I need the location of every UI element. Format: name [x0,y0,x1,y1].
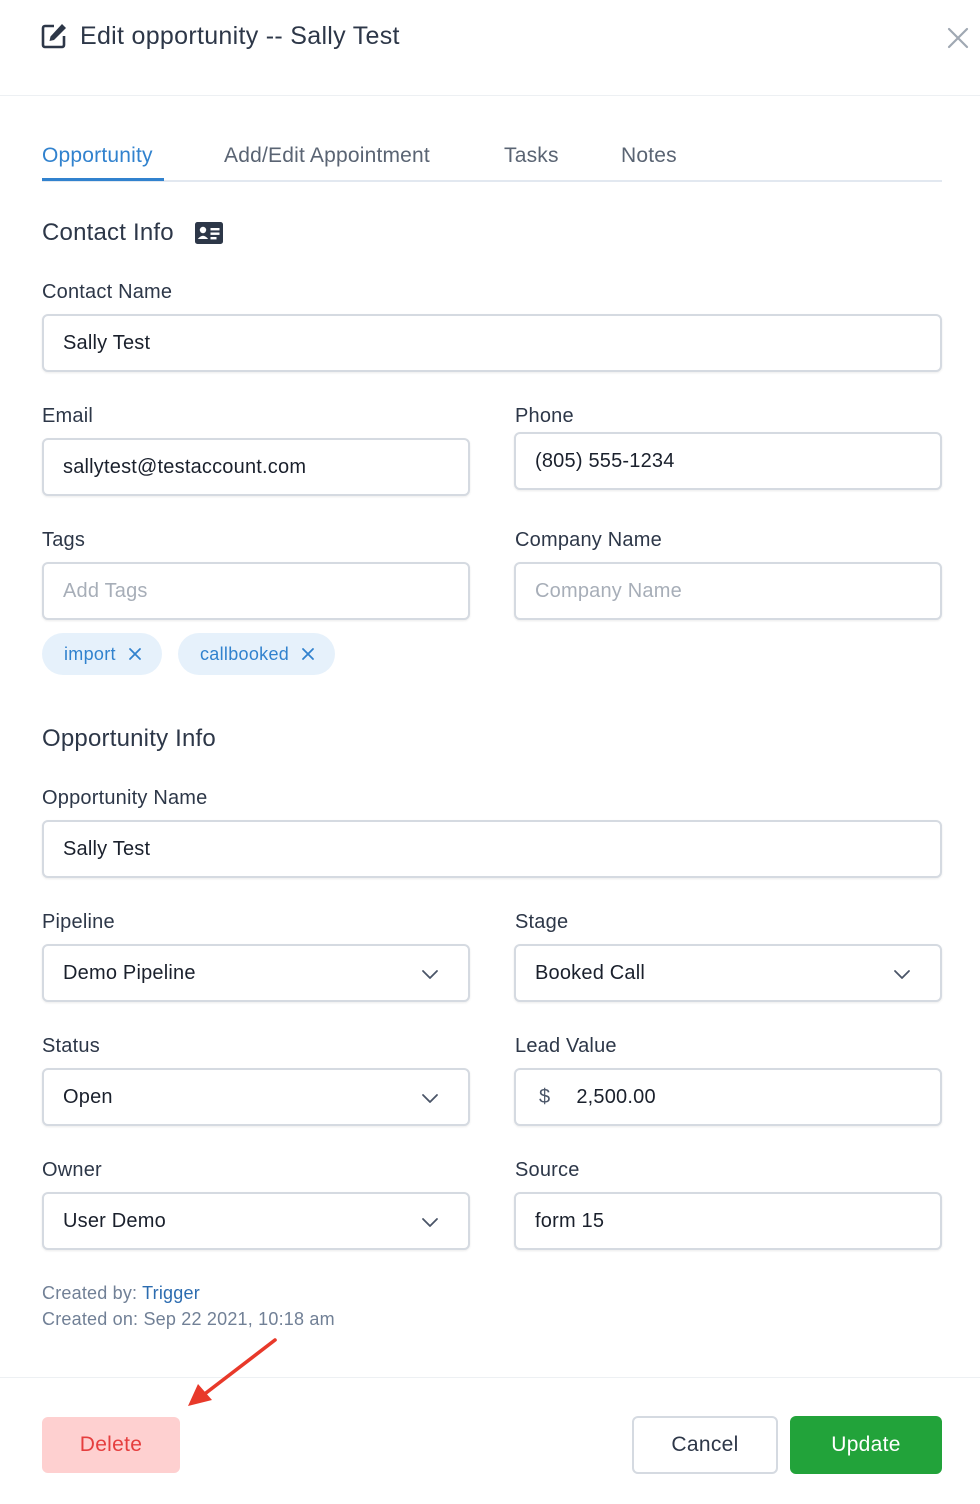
opportunity-name-label: Opportunity Name [42,787,208,809]
tab-bar [42,142,942,182]
owner-select[interactable] [42,1192,470,1250]
contact-name-label: Contact Name [42,281,173,303]
tags-input[interactable]: Add Tags [42,562,470,620]
pipeline-value: Demo Pipeline [63,961,196,984]
source-label: Source [515,1159,580,1181]
owner-value: User Demo [63,1209,166,1232]
chevron-down-icon [420,964,440,984]
stage-select[interactable] [514,944,942,1002]
tab-opportunity[interactable]: Opportunity [42,144,153,167]
phone-label: Phone [515,405,574,427]
stage-label: Stage [515,911,569,933]
tags-label: Tags [42,529,86,551]
pipeline-select[interactable] [42,944,470,1002]
status-value: Open [63,1085,113,1108]
created-on-value: Sep 22 2021, 10:18 am [143,1309,335,1329]
active-tab-indicator [42,178,164,181]
company-name-label: Company Name [515,529,662,551]
tag-label: callbooked [200,643,290,664]
tab-tasks[interactable]: Tasks [504,144,559,167]
modal-title: Edit opportunity -- Sally Test [80,22,400,50]
stage-value: Booked Call [535,961,646,984]
created-on-label: Created on: [42,1309,139,1329]
tab-notes[interactable]: Notes [621,144,677,167]
lead-value-label: Lead Value [515,1035,617,1057]
company-name-input[interactable]: Company Name [514,562,942,620]
created-by-link[interactable]: Trigger [142,1283,200,1303]
email-input[interactable]: sallytest@testaccount.com [42,438,470,496]
close-icon[interactable] [944,24,972,52]
lead-value-amount: 2,500.00 [576,1085,656,1108]
modal-header [0,0,980,96]
contact-info-heading: Contact Info [42,219,174,246]
lead-value-input[interactable] [514,1068,942,1126]
status-select[interactable] [42,1068,470,1126]
opportunity-name-input[interactable]: Sally Test [42,820,942,878]
footer-divider [0,1377,980,1378]
annotation-arrow-icon [180,1336,280,1412]
owner-label: Owner [42,1159,102,1181]
created-by-label: Created by: [42,1283,138,1303]
cancel-button[interactable]: Cancel [632,1416,778,1474]
email-label: Email [42,405,94,427]
pipeline-label: Pipeline [42,911,115,933]
created-on [42,1309,335,1330]
remove-tag-icon[interactable] [128,647,142,661]
opportunity-info-heading: Opportunity Info [42,725,216,752]
source-input[interactable]: form 15 [514,1192,942,1250]
chevron-down-icon [420,1212,440,1232]
delete-button[interactable]: Delete [42,1417,180,1473]
tag-chip [42,633,162,675]
phone-input[interactable]: (805) 555-1234 [514,432,942,490]
tab-add-edit-appointment[interactable]: Add/Edit Appointment [224,144,430,167]
tag-chip [178,633,335,675]
contact-card-icon [195,222,223,244]
chevron-down-icon [420,1088,440,1108]
contact-name-input[interactable]: Sally Test [42,314,942,372]
created-by [42,1283,200,1304]
tag-label: import [64,643,116,664]
remove-tag-icon[interactable] [301,647,315,661]
edit-square-icon [40,22,68,50]
chevron-down-icon [892,964,912,984]
update-button[interactable]: Update [790,1416,942,1474]
status-label: Status [42,1035,100,1057]
currency-symbol: $ [539,1085,551,1108]
